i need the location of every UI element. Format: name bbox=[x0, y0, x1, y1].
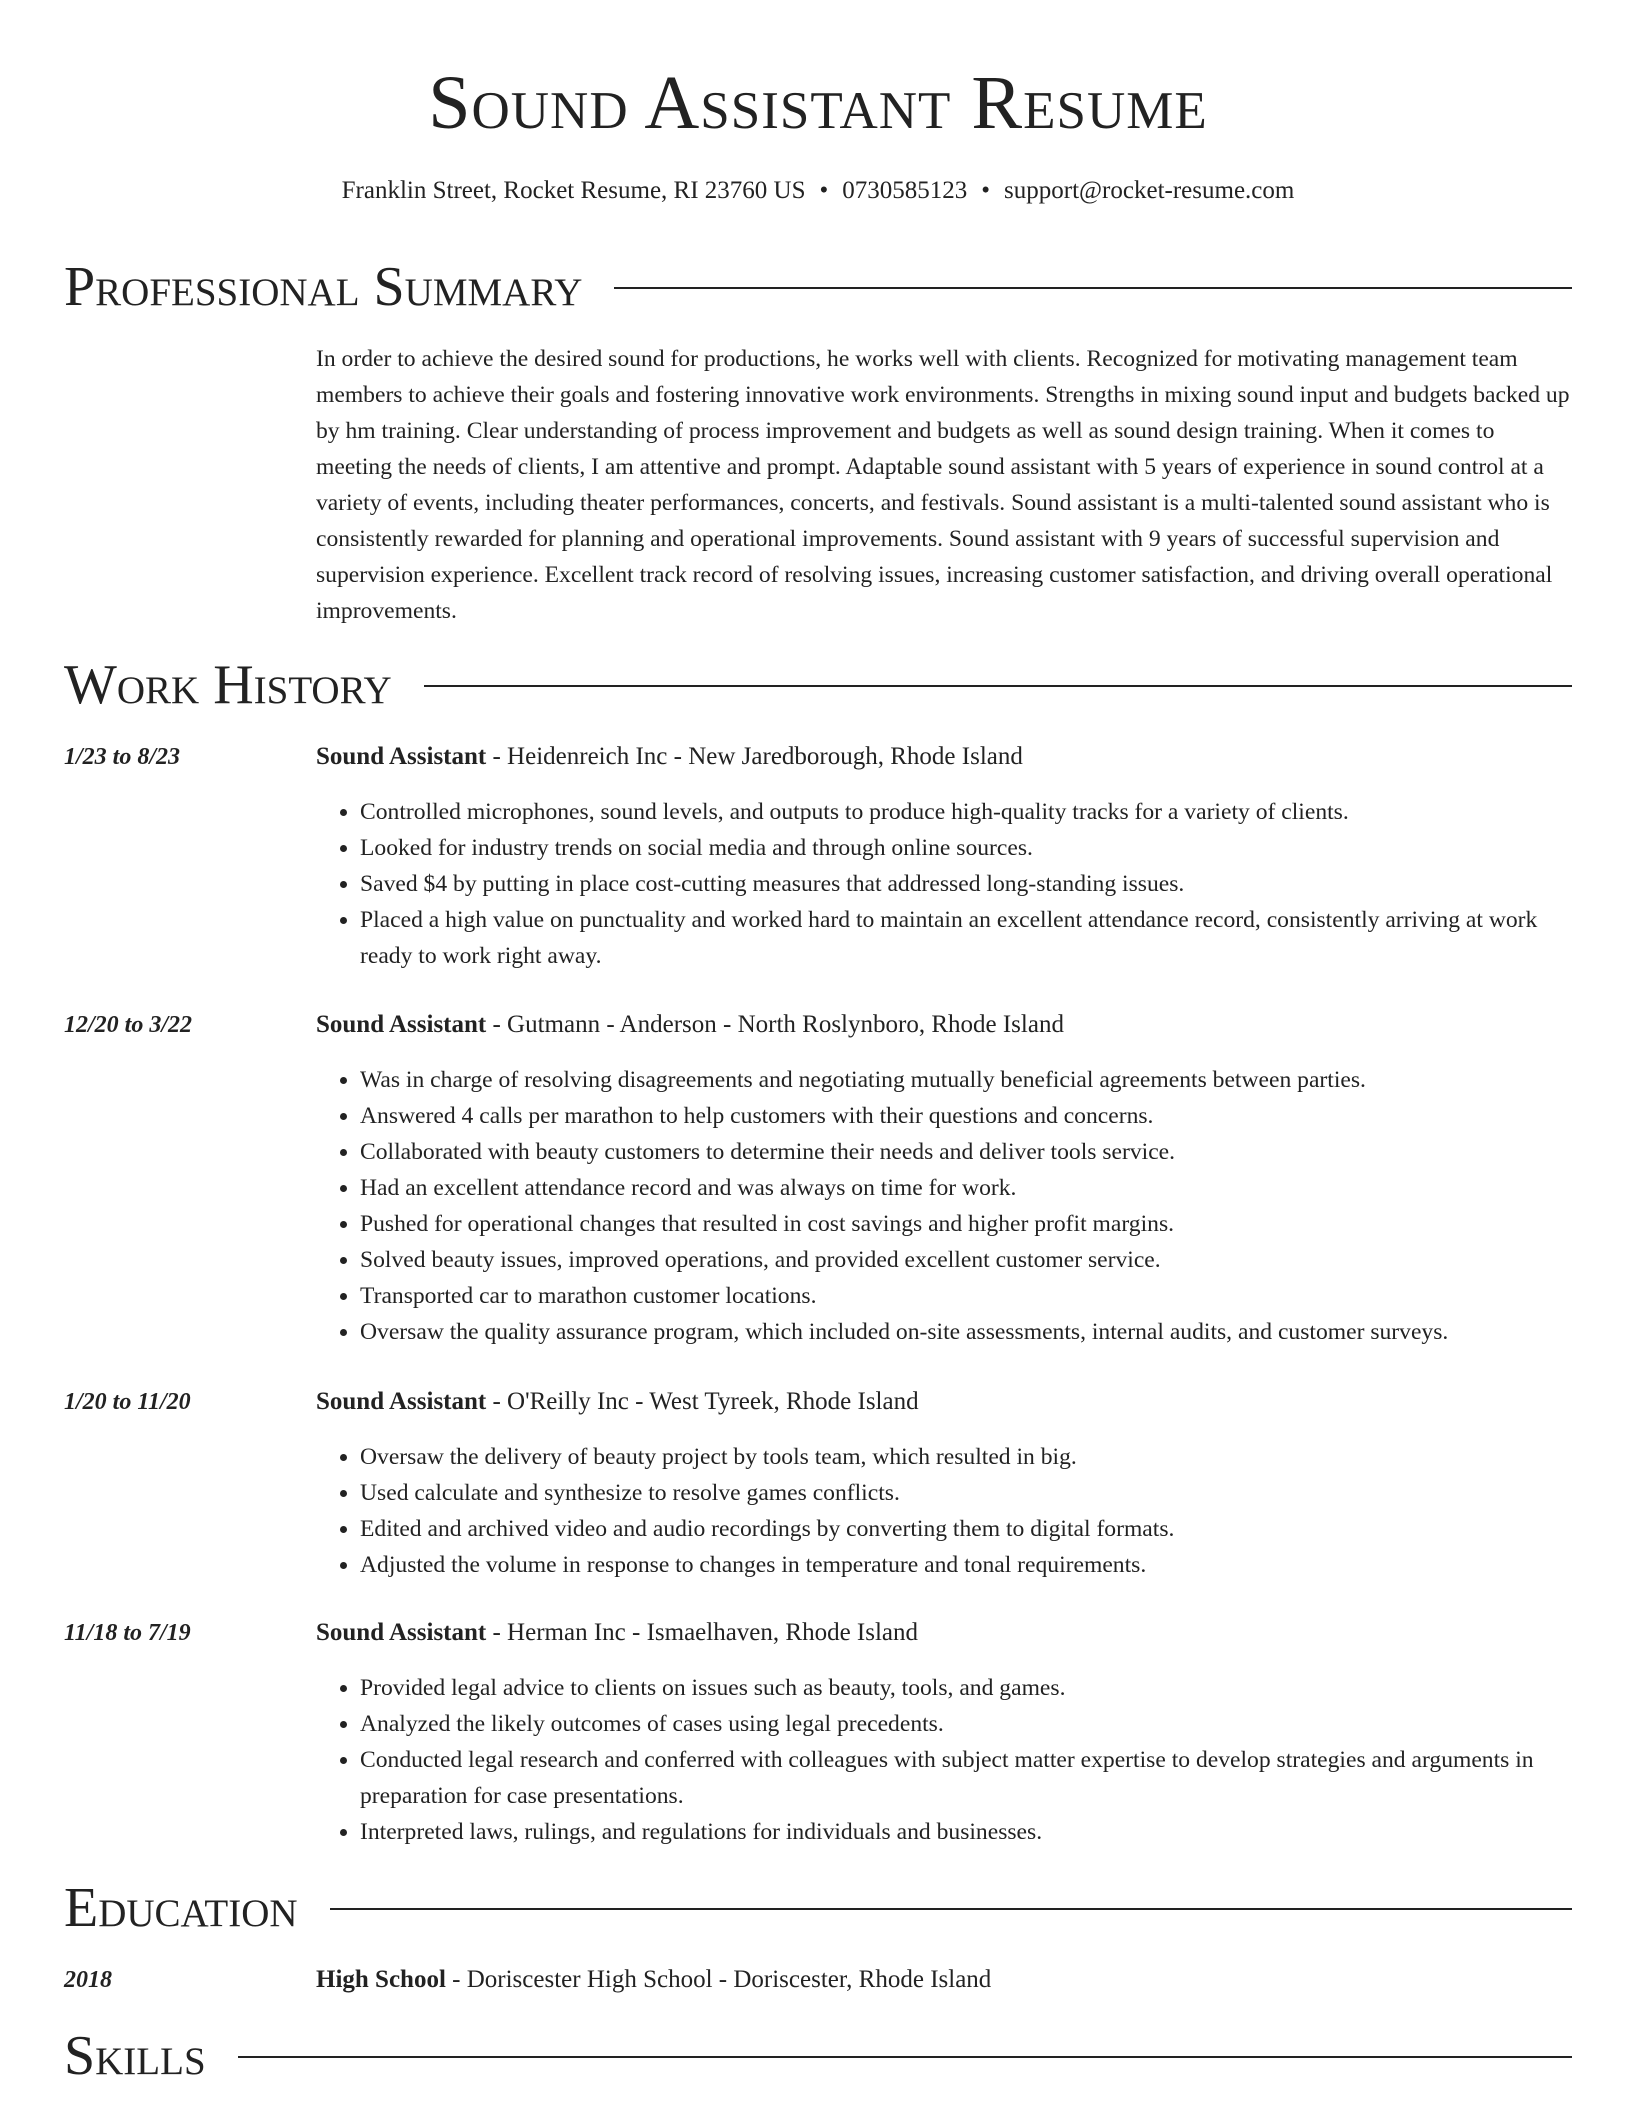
job-date: 12/20 to 3/22 bbox=[64, 1012, 193, 1038]
address: Franklin Street, Rocket Resume, RI 23760 US bbox=[341, 177, 806, 204]
job-bullet: • Interpreted laws, rulings, and regulations for individuals and businesses. bbox=[360, 1814, 1572, 1850]
job-bullets bbox=[316, 1670, 1572, 1850]
job-bullet: • Controlled microphones, sound levels, and outputs to produce high-quality tracks for a variety of clients. bbox=[360, 794, 1572, 830]
contact-line bbox=[64, 174, 1572, 208]
job-date: 11/18 to 7/19 bbox=[64, 1620, 191, 1646]
section-rule bbox=[330, 1908, 1572, 1910]
education-degree: High School bbox=[316, 1966, 446, 1993]
job-role: Sound Assistant bbox=[316, 1011, 487, 1038]
job-company: - Heidenreich Inc - New Jaredborough, Rhode Island bbox=[486, 743, 1023, 770]
section-title: Professional Summary bbox=[64, 256, 583, 318]
job-company: - Gutmann - Anderson - North Roslynboro, Rhode Island bbox=[486, 1011, 1064, 1038]
job-bullet: • Analyzed the likely outcomes of cases using legal precedents. bbox=[360, 1706, 1572, 1742]
job-bullet: • Edited and archived video and audio recordings by converting them to digital formats. bbox=[360, 1511, 1572, 1547]
job-bullet: • Answered 4 calls per marathon to help customers with their questions and concerns. bbox=[360, 1098, 1572, 1134]
job-bullet: • Looked for industry trends on social media and through online sources. bbox=[360, 830, 1572, 866]
job-bullet: • Conducted legal research and conferred with colleagues with subject matter expertise to develop strategies and arguments in preparation for case presentations. bbox=[360, 1742, 1572, 1814]
section-education bbox=[64, 1876, 1572, 1940]
section-title: Skills bbox=[64, 2025, 206, 2087]
job-bullets bbox=[316, 1062, 1572, 1350]
job-bullet: • Was in charge of resolving disagreements and negotiating mutually beneficial agreements between parties. bbox=[360, 1062, 1572, 1098]
separator-dot: • bbox=[819, 177, 829, 204]
section-title: Education bbox=[64, 1877, 298, 1939]
job-heading bbox=[316, 1008, 1064, 1042]
job-heading bbox=[316, 1385, 919, 1419]
section-rule bbox=[238, 2056, 1572, 2058]
job-date: 1/23 to 8/23 bbox=[64, 744, 181, 770]
section-skills bbox=[64, 2024, 1572, 2088]
education-date: 2018 bbox=[64, 1967, 112, 1993]
job-bullet: • Had an excellent attendance record and was always on time for work. bbox=[360, 1170, 1572, 1206]
job-bullet: • Provided legal advice to clients on issues such as beauty, tools, and games. bbox=[360, 1670, 1572, 1706]
summary-text: In order to achieve the desired sound for productions, he works well with clients. Recognized for motivating management team members to achieve their goals and fostering innovative work environments. Strengths in mixing sound input and budgets backed up by hm training. Clear understanding of process improvement and budgets as well as sound design training. When it comes to meeting the needs of clients, I am attentive and prompt. Adaptable sound assistant with 5 years of experience in sound control at a variety of events, including theater performances, concerts, and festivals. Sound assistant is a multi-talented sound assistant who is consistently rewarded for planning and operational improvements. Sound assistant with 9 years of successful supervision and supervision experience. Excellent track record of resolving issues, increasing customer satisfaction, and driving overall operational improvements. bbox=[316, 346, 1570, 624]
job-bullet: • Adjusted the volume in response to changes in temperature and tonal requirements. bbox=[360, 1547, 1572, 1583]
separator-dot: • bbox=[981, 177, 991, 204]
job-bullet: • Oversaw the delivery of beauty project by tools team, which resulted in big. bbox=[360, 1439, 1572, 1475]
education-school: - Doriscester High School - Doriscester, Rhode Island bbox=[445, 1966, 992, 1993]
job-bullet: • Oversaw the quality assurance program, which included on-site assessments, internal audits, and customer surveys. bbox=[360, 1314, 1572, 1350]
section-title: Work History bbox=[64, 654, 392, 716]
job-bullet: • Saved $4 by putting in place cost-cutting measures that addressed long-standing issues. bbox=[360, 866, 1572, 902]
job-bullet: • Pushed for operational changes that resulted in cost savings and higher profit margins. bbox=[360, 1206, 1572, 1242]
section-professional-summary bbox=[64, 255, 1572, 319]
job-bullets bbox=[316, 1439, 1572, 1583]
job-role: Sound Assistant bbox=[316, 1619, 487, 1646]
job-bullet: • Transported car to marathon customer locations. bbox=[360, 1278, 1572, 1314]
job-company: - O'Reilly Inc - West Tyreek, Rhode Island bbox=[486, 1388, 919, 1415]
section-rule bbox=[614, 287, 1572, 289]
resume-title: Sound Assistant Resume bbox=[428, 61, 1208, 145]
job-bullet: • Placed a high value on punctuality and worked hard to maintain an excellent attendance record, consistently arriving at work ready to work right away. bbox=[360, 902, 1572, 974]
job-heading bbox=[316, 1616, 918, 1650]
job-heading bbox=[316, 740, 1023, 774]
phone: 0730585123 bbox=[842, 177, 968, 204]
job-bullet: • Collaborated with beauty customers to determine their needs and deliver tools service. bbox=[360, 1134, 1572, 1170]
section-work-history bbox=[64, 653, 1572, 717]
job-bullet: • Used calculate and synthesize to resolve games conflicts. bbox=[360, 1475, 1572, 1511]
section-rule bbox=[424, 685, 1572, 687]
job-bullets bbox=[316, 794, 1572, 974]
job-role: Sound Assistant bbox=[316, 1388, 487, 1415]
education-heading bbox=[316, 1963, 991, 1997]
job-company: - Herman Inc - Ismaelhaven, Rhode Island bbox=[486, 1619, 919, 1646]
email: support@rocket-resume.com bbox=[1004, 177, 1295, 204]
job-role: Sound Assistant bbox=[316, 743, 487, 770]
job-bullet: • Solved beauty issues, improved operations, and provided excellent customer service. bbox=[360, 1242, 1572, 1278]
job-date: 1/20 to 11/20 bbox=[64, 1389, 191, 1415]
